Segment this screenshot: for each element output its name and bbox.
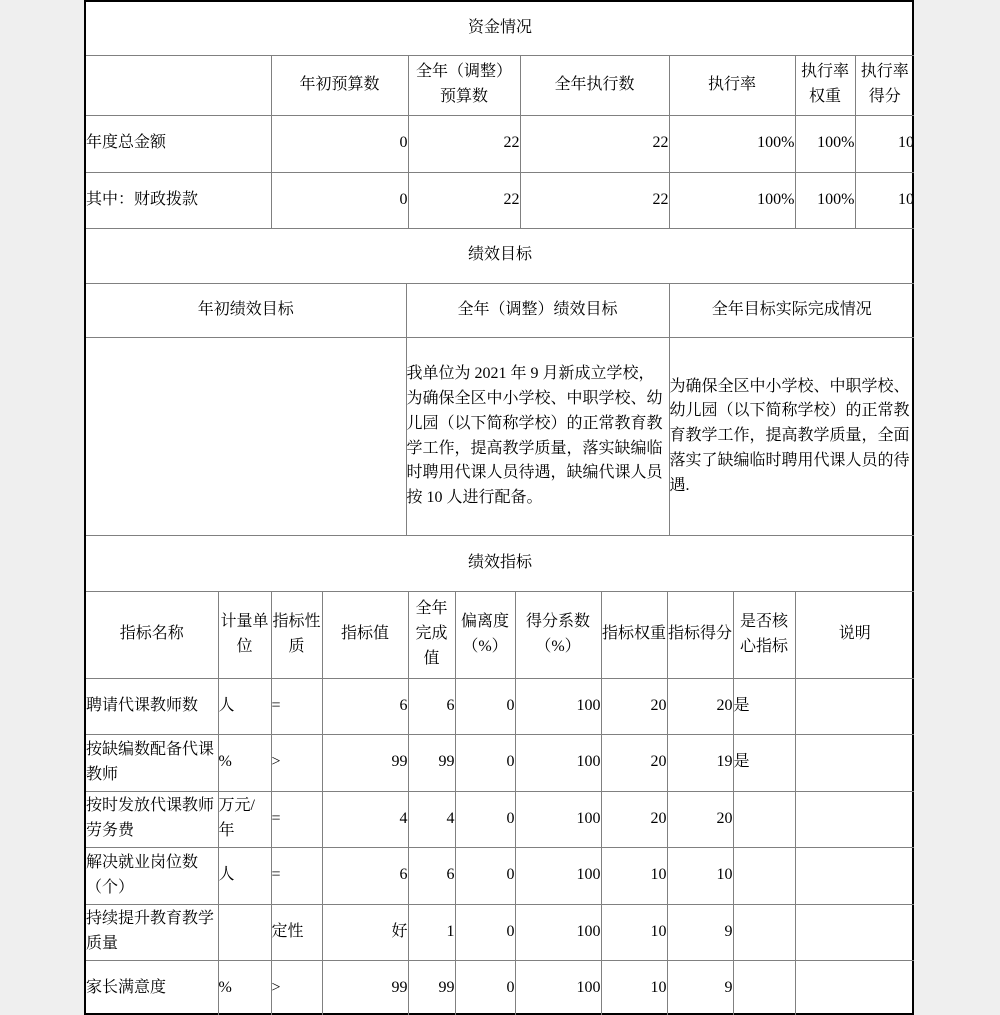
goals-actual-text: 为确保全区中小学校、中职学校、幼儿园（以下简称学校）的正常教育教学工作，提高教学质量，全面落实了缺编临时聘用代课人员的待遇. xyxy=(669,338,914,536)
indicators-title-row xyxy=(86,536,914,591)
data-cell xyxy=(218,904,271,960)
data-cell: = xyxy=(271,791,322,847)
data-cell: > xyxy=(271,734,322,791)
data-cell: = xyxy=(271,678,322,734)
row-label: 家长满意度 xyxy=(86,960,218,1015)
indicators-section-title: 绩效指标 xyxy=(86,536,914,591)
ind-header-name: 指标名称 xyxy=(86,591,218,678)
data-cell: 19 xyxy=(667,734,733,791)
ind-header-score: 指标得分 xyxy=(667,591,733,678)
data-cell: 0 xyxy=(455,904,515,960)
data-cell: 22 xyxy=(520,172,669,228)
data-cell: = xyxy=(271,847,322,904)
goals-section-table xyxy=(86,229,914,537)
report-table xyxy=(84,0,914,1015)
data-cell: 100% xyxy=(795,115,855,172)
data-cell xyxy=(733,847,795,904)
funding-section-title: 资金情况 xyxy=(86,2,914,55)
data-cell: 9 xyxy=(667,904,733,960)
data-cell: 6 xyxy=(322,678,408,734)
goals-header-actual: 全年目标实际完成情况 xyxy=(669,284,914,338)
data-cell: 100% xyxy=(669,115,795,172)
data-cell: 0 xyxy=(455,791,515,847)
row-label: 其中：财政拨款 xyxy=(86,172,271,228)
data-cell: 100% xyxy=(795,172,855,228)
data-cell: 20 xyxy=(601,678,667,734)
row-label: 聘请代课教师数 xyxy=(86,678,218,734)
data-cell: 4 xyxy=(322,791,408,847)
data-cell: 0 xyxy=(455,678,515,734)
funding-row-fiscal xyxy=(86,172,914,228)
data-cell: 人 xyxy=(218,678,271,734)
row-label: 按缺编数配备代课教师 xyxy=(86,734,218,791)
data-cell: 22 xyxy=(408,115,520,172)
ind-header-deviation: 偏离度（%） xyxy=(455,591,515,678)
data-cell: 4 xyxy=(408,791,455,847)
indicator-row xyxy=(86,847,914,904)
data-cell: 10 xyxy=(601,847,667,904)
data-cell: 好 xyxy=(322,904,408,960)
funding-section-table xyxy=(86,2,914,229)
data-cell xyxy=(795,734,914,791)
ind-header-weight: 指标权重 xyxy=(601,591,667,678)
data-cell: 100 xyxy=(515,847,601,904)
data-cell: 100 xyxy=(515,791,601,847)
funding-header-rate-weight: 执行率权重 xyxy=(795,55,855,115)
data-cell: 100 xyxy=(515,960,601,1015)
indicator-row xyxy=(86,960,914,1015)
data-cell: % xyxy=(218,734,271,791)
data-cell: 0 xyxy=(455,960,515,1015)
data-cell: 10 xyxy=(601,960,667,1015)
indicators-header-row xyxy=(86,591,914,678)
ind-header-core: 是否核心指标 xyxy=(733,591,795,678)
data-cell: 万元/年 xyxy=(218,791,271,847)
funding-header-executed: 全年执行数 xyxy=(520,55,669,115)
data-cell: 是 xyxy=(733,734,795,791)
funding-header-initial-budget: 年初预算数 xyxy=(271,55,408,115)
goals-content-row xyxy=(86,338,914,536)
indicator-row xyxy=(86,791,914,847)
data-cell xyxy=(795,791,914,847)
row-label: 按时发放代课教师劳务费 xyxy=(86,791,218,847)
row-label: 持续提升教育教学质量 xyxy=(86,904,218,960)
data-cell: 99 xyxy=(322,960,408,1015)
data-cell: 99 xyxy=(408,960,455,1015)
ind-header-target: 指标值 xyxy=(322,591,408,678)
ind-header-score-coef: 得分系数（%） xyxy=(515,591,601,678)
data-cell: 22 xyxy=(408,172,520,228)
funding-header-adjusted-budget: 全年（调整）预算数 xyxy=(408,55,520,115)
data-cell: 100 xyxy=(515,734,601,791)
data-cell: 6 xyxy=(408,678,455,734)
goals-initial-text xyxy=(86,338,406,536)
data-cell: 100% xyxy=(669,172,795,228)
data-cell: 10 xyxy=(855,115,914,172)
data-cell: % xyxy=(218,960,271,1015)
goals-header-adjusted: 全年（调整）绩效目标 xyxy=(406,284,669,338)
data-cell: > xyxy=(271,960,322,1015)
data-cell: 10 xyxy=(601,904,667,960)
goals-title-row xyxy=(86,229,914,284)
funding-header-rate-score: 执行率得分 xyxy=(855,55,914,115)
data-cell: 0 xyxy=(271,172,408,228)
data-cell: 20 xyxy=(601,791,667,847)
indicators-section-table xyxy=(86,536,914,1015)
ind-header-note: 说明 xyxy=(795,591,914,678)
row-label: 解决就业岗位数（个） xyxy=(86,847,218,904)
ind-header-completed: 全年完成值 xyxy=(408,591,455,678)
data-cell: 99 xyxy=(408,734,455,791)
data-cell: 20 xyxy=(601,734,667,791)
data-cell: 1 xyxy=(408,904,455,960)
data-cell: 0 xyxy=(455,734,515,791)
indicator-row xyxy=(86,904,914,960)
data-cell: 22 xyxy=(520,115,669,172)
funding-title-row xyxy=(86,2,914,55)
data-cell: 100 xyxy=(515,904,601,960)
data-cell xyxy=(733,904,795,960)
data-cell: 人 xyxy=(218,847,271,904)
funding-header-execution-rate: 执行率 xyxy=(669,55,795,115)
data-cell xyxy=(733,791,795,847)
funding-header-blank xyxy=(86,55,271,115)
data-cell: 99 xyxy=(322,734,408,791)
goals-header-row xyxy=(86,284,914,338)
indicator-row xyxy=(86,678,914,734)
ind-header-nature: 指标性质 xyxy=(271,591,322,678)
goals-header-initial: 年初绩效目标 xyxy=(86,284,406,338)
indicator-row xyxy=(86,734,914,791)
data-cell: 是 xyxy=(733,678,795,734)
funding-header-row xyxy=(86,55,914,115)
goals-adjusted-text: 我单位为 2021 年 9 月新成立学校，为确保全区中小学校、中职学校、幼儿园（以下简称学校）的正常教育教学工作，提高教学质量，落实缺编临时聘用代课人员待遇，缺编代课人员按 10 人进行配备。 xyxy=(406,338,669,536)
data-cell: 100 xyxy=(515,678,601,734)
data-cell: 6 xyxy=(322,847,408,904)
ind-header-unit: 计量单位 xyxy=(218,591,271,678)
data-cell xyxy=(795,847,914,904)
data-cell: 10 xyxy=(855,172,914,228)
goals-section-title: 绩效目标 xyxy=(86,229,914,284)
row-label: 年度总金额 xyxy=(86,115,271,172)
data-cell xyxy=(795,960,914,1015)
data-cell: 9 xyxy=(667,960,733,1015)
data-cell xyxy=(795,904,914,960)
data-cell: 6 xyxy=(408,847,455,904)
data-cell: 20 xyxy=(667,678,733,734)
data-cell: 20 xyxy=(667,791,733,847)
funding-row-total xyxy=(86,115,914,172)
data-cell: 10 xyxy=(667,847,733,904)
data-cell xyxy=(795,678,914,734)
data-cell: 0 xyxy=(271,115,408,172)
data-cell xyxy=(733,960,795,1015)
data-cell: 定性 xyxy=(271,904,322,960)
data-cell: 0 xyxy=(455,847,515,904)
